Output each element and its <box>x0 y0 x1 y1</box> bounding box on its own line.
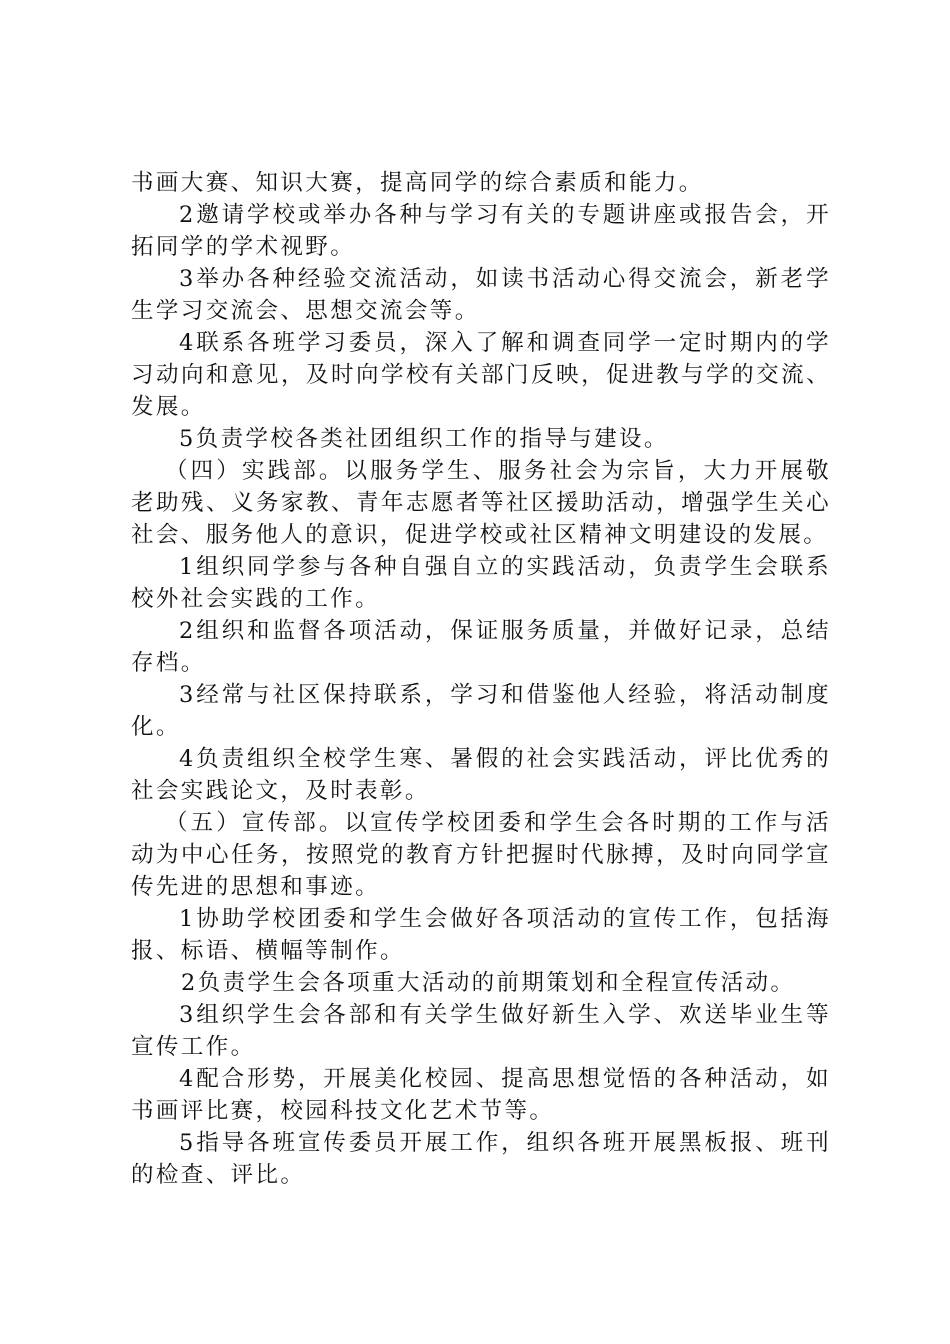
paragraph-practice-item-4: 4负责组织全校学生寒、暑假的社会实践活动，评比优秀的社会实践论文，及时表彰。 <box>131 746 831 804</box>
paragraph-study-item-3: 3举办各种经验交流活动，如读书活动心得交流会，新老学生学习交流会、思想交流会等。 <box>131 266 831 324</box>
paragraph-practice-item-2: 2组织和监督各项活动，保证服务质量，并做好记录，总结存档。 <box>131 618 831 676</box>
paragraph-publicity-item-3: 3组织学生会各部和有关学生做好新生入学、欢送毕业生等宣传工作。 <box>131 1002 831 1060</box>
paragraph-publicity-item-1: 1协助学校团委和学生会做好各项活动的宣传工作，包括海报、标语、横幅等制作。 <box>131 906 831 964</box>
paragraph-publicity-item-5: 5指导各班宣传委员开展工作，组织各班开展黑板报、班刊的检查、评比。 <box>131 1130 831 1188</box>
document-body <box>131 167 831 1191</box>
paragraph-publicity-item-2: 2负责学生会各项重大活动的前期策划和全程宣传活动。 <box>181 970 796 996</box>
paragraph-study-item-4: 4联系各班学习委员，深入了解和调查同学一定时期内的学习动向和意见，及时向学校有关部门反映，促进教与学的交流、发展。 <box>131 330 831 420</box>
paragraph-study-item-5: 5负责学校各类社团组织工作的指导与建设。 <box>179 426 669 452</box>
paragraph-practice-item-1: 1组织同学参与各种自强自立的实践活动，负责学生会联系校外社会实践的工作。 <box>131 554 831 612</box>
paragraph-study-item-2: 2邀请学校或举办各种与学习有关的专题讲座或报告会，开拓同学的学术视野。 <box>131 202 831 260</box>
section-heading-publicity: （五）宣传部。以宣传学校团委和学生会各时期的工作与活动为中心任务，按照党的教育方针把握时代脉搏，及时向同学宣传先进的思想和事迹。 <box>131 810 831 900</box>
paragraph-continuation: 书画大赛、知识大赛，提高同学的综合素质和能力。 <box>131 170 704 196</box>
paragraph-publicity-item-4: 4配合形势，开展美化校园、提高思想觉悟的各种活动，如书画评比赛，校园科技文化艺术节等。 <box>131 1066 831 1124</box>
paragraph-practice-item-3: 3经常与社区保持联系，学习和借鉴他人经验，将活动制度化。 <box>131 682 831 740</box>
section-heading-practice: （四）实践部。以服务学生、服务社会为宗旨，大力开展敬老助残、义务家教、青年志愿者等社区援助活动，增强学生关心社会、服务他人的意识，促进学校或社区精神文明建设的发展。 <box>131 458 831 548</box>
